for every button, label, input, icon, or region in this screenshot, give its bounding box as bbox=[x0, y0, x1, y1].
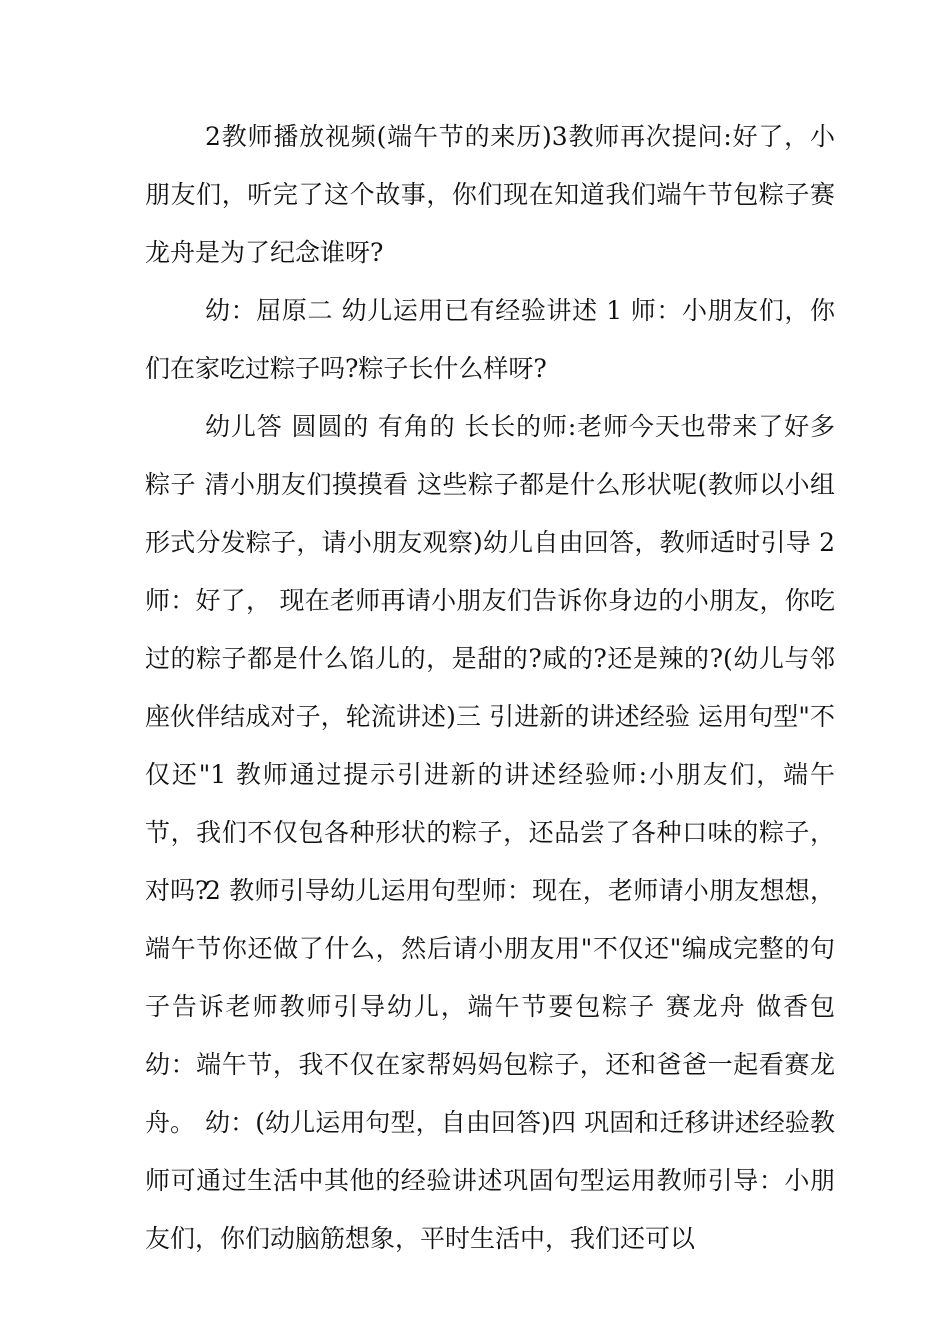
paragraph-2: 幼：屈原二 幼儿运用已有经验讲述 1 师：小朋友们，你们在家吃过粽子吗?粽子长什么样呀? bbox=[145, 296, 835, 383]
paragraph-1: 2教师播放视频(端午节的来历)3教师再次提问:好了，小朋友们，听完了这个故事，你们现在知道我们端午节包粽子赛龙舟是为了纪念谁呀? bbox=[145, 122, 835, 267]
paragraph-4: 2 教师引导幼儿运用句型师：现在，老师请小朋友想想，端午节你还做了什么，然后请小朋友用"不仅还"编成完整的句子告诉老师教师引导幼儿，端午节要包粽子 赛龙舟 做香包幼：端午节，我不仅在家帮妈妈包粽子，还和爸爸一起看赛龙舟。 bbox=[145, 876, 835, 1137]
paragraph-5: 幼：(幼儿运用句型，自由回答)四 巩固和迁移讲述经验教师可通过生活中其他的经验讲述巩固句型运用教师引导：小朋友们，你们动脑筋想象，平时生活中，我们还可以 bbox=[145, 1108, 835, 1253]
paragraph-3: 幼儿答 圆圆的 有角的 长长的师:老师今天也带来了好多粽子 清小朋友们摸摸看 这些粽子都是什么形状呢(教师以小组形式分发粽子，请小朋友观察)幼儿自由回答，教师适时引导 2 师：好了， 现在老师再请小朋友们告诉你身边的小朋友，你吃过的粽子都是什么馅儿的，是甜的?咸的?还是辣的?(幼儿与邻座伙伴结成对子，轮流讲述)三 引进新的讲述经验 运用句型"不仅还"1 教师通过提示引进新的讲述经验师:小朋友们，端午节，我们不仅包各种形状的粽子，还品尝了各种口味的粽子，对吗? bbox=[145, 412, 835, 905]
